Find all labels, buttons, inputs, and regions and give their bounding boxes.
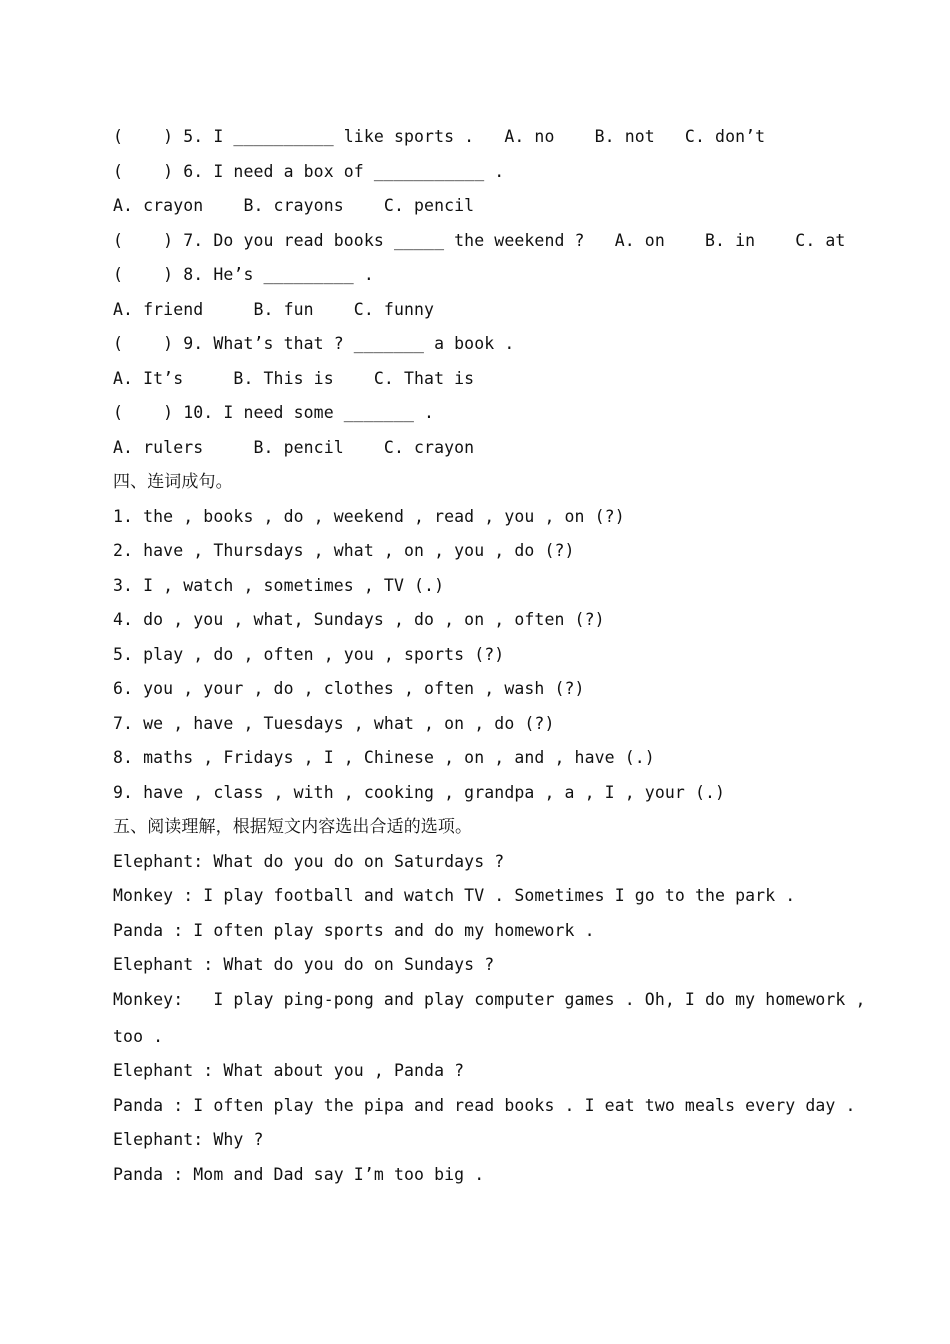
question-8-options: A. friend B. fun C. funny: [113, 300, 435, 319]
sentence-item-4: 4. do , you , what, Sundays , do , on , often (?): [113, 610, 605, 629]
sentence-item-9: 9. have , class , with , cooking , grandpa , a , I , your (.): [113, 783, 726, 802]
question-6: ( ) 6. I need a box of ___________ .: [113, 162, 505, 181]
sentence-item-2: 2. have , Thursdays , what , on , you , do (?): [113, 541, 575, 560]
dialogue-line-5: Monkey: I play ping-pong and play computer games . Oh, I do my homework ,: [113, 990, 866, 1009]
dialogue-line-4: Elephant : What do you do on Sundays ?: [113, 955, 495, 974]
dialogue-line-2: Monkey : I play football and watch TV . Sometimes I go to the park .: [113, 886, 796, 905]
dialogue-line-5-cont: too .: [113, 1027, 164, 1046]
question-7: ( ) 7. Do you read books _____ the weekend ? A. on B. in C. at: [113, 231, 846, 250]
question-8: ( ) 8. He’s _________ .: [113, 265, 374, 284]
sentence-item-8: 8. maths , Fridays , I , Chinese , on , and , have (.): [113, 748, 655, 767]
sentence-item-1: 1. the , books , do , weekend , read , you , on (?): [113, 507, 625, 526]
section-5-heading: 五、阅读理解，根据短文内容选出合适的选项。: [113, 817, 473, 837]
sentence-item-5: 5. play , do , often , you , sports (?): [113, 645, 505, 664]
question-9: ( ) 9. What’s that ? _______ a book .: [113, 334, 515, 353]
dialogue-line-8: Elephant: Why ?: [113, 1130, 264, 1149]
question-9-options: A. It’s B. This is C. That is: [113, 369, 475, 388]
question-10: ( ) 10. I need some _______ .: [113, 403, 435, 422]
sentence-item-7: 7. we , have , Tuesdays , what , on , do (?): [113, 714, 555, 733]
question-10-options: A. rulers B. pencil C. crayon: [113, 438, 475, 457]
dialogue-line-9: Panda : Mom and Dad say I’m too big .: [113, 1165, 485, 1184]
question-5: ( ) 5. I __________ like sports . A. no B. not C. don’t: [113, 127, 766, 146]
dialogue-line-1: Elephant: What do you do on Saturdays ?: [113, 852, 505, 871]
dialogue-line-7: Panda : I often play the pipa and read books . I eat two meals every day .: [113, 1096, 856, 1115]
sentence-item-3: 3. I , watch , sometimes , TV (.): [113, 576, 445, 595]
dialogue-line-3: Panda : I often play sports and do my homework .: [113, 921, 595, 940]
dialogue-line-6: Elephant : What about you , Panda ?: [113, 1061, 465, 1080]
question-6-options: A. crayon B. crayons C. pencil: [113, 196, 475, 215]
sentence-item-6: 6. you , your , do , clothes , often , wash (?): [113, 679, 585, 698]
section-4-heading: 四、连词成句。: [113, 472, 233, 492]
